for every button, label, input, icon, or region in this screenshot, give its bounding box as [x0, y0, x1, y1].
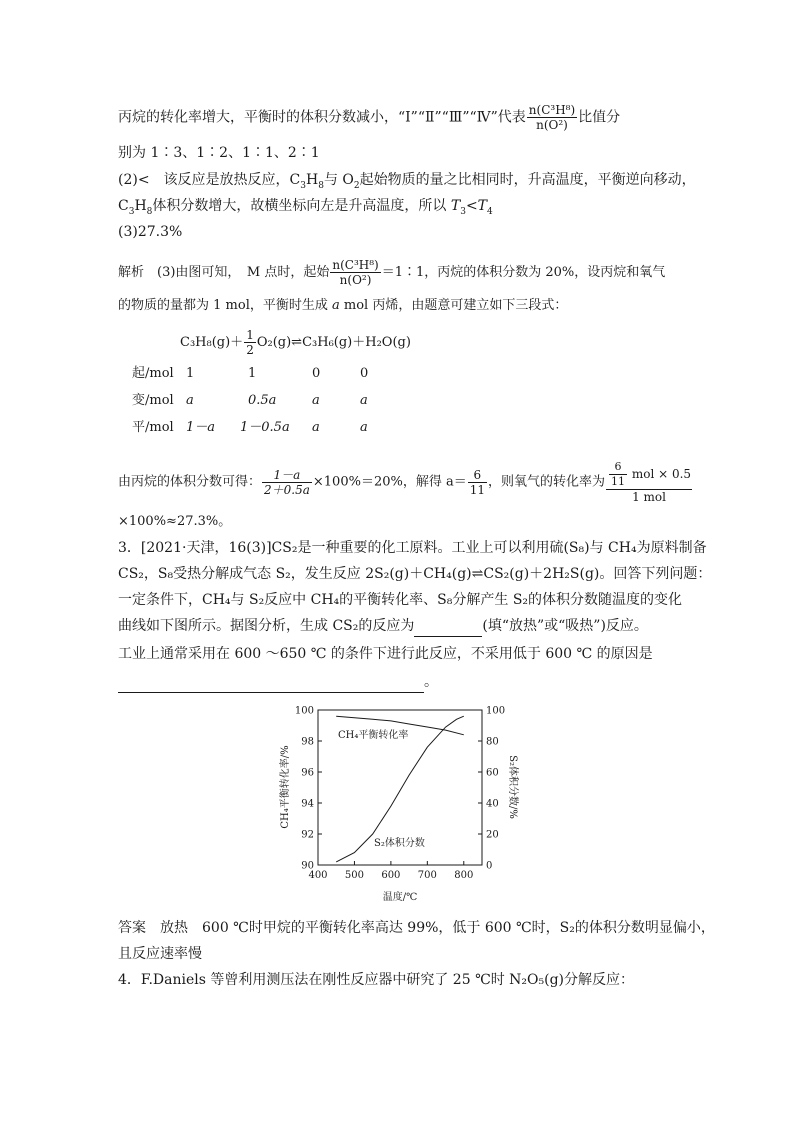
y-left-tick-label: 90: [301, 860, 314, 872]
x-tick-label: 800: [454, 870, 474, 881]
line-p4: $C_3H_8$体积分数增大，故横坐标向左是升高温度，所以 $T_3<T_4$: [118, 198, 493, 217]
reaction-equation: C₃H₈(g)＋ $\frac{1}{2}$ O₂(g)⇌C₃H₆(g)＋H₂O(g): [180, 328, 411, 357]
answer-line-2: 且反应速率慢: [118, 946, 202, 962]
line-p9: ×100%≈27.3%。: [118, 514, 232, 529]
answer-blank-2[interactable]: [118, 672, 424, 693]
table-cell: a: [312, 393, 320, 408]
legend-ch4-series: CH₄平衡转化率: [338, 730, 409, 741]
table-cell: 0.5a: [248, 393, 277, 408]
line-p5: (3)27.3%: [118, 224, 183, 240]
x-tick-label: 500: [344, 870, 364, 881]
line-p2: 别为 1∶3、1∶2、1∶1、2∶1: [118, 145, 320, 161]
legend-s2-series: S₂体积分数: [374, 838, 425, 849]
q4-line-1: 4．F.Daniels 等曾利用测压法在刚性反应器中研究了 25 ℃时 N₂O₅(g)分解反应：: [118, 972, 635, 988]
line-p1: [118, 103, 620, 132]
table-cell: a: [360, 420, 368, 435]
x-axis-label: 温度/℃: [382, 892, 418, 903]
oxygen-conversion-fraction: $\frac{6}{11}$ mol × 0.5 1 mol: [606, 460, 692, 504]
y-axis-right-label: S₂体积分数/%: [507, 755, 518, 819]
y-right-tick-label: 20: [486, 829, 499, 841]
y-left-tick-label: 100: [294, 705, 314, 717]
half-fraction: $\frac{1}{2}$: [246, 328, 254, 357]
line-p7: 的物质的量都为 1 mol，平衡时生成 a mol 丙烯，由题意可建立如下三段式：: [118, 298, 568, 313]
q3-line-5: 工业上通常采用在 600 ～650 ℃ 的条件下进行此反应，不采用低于 600 ℃ 的原因是: [118, 646, 653, 662]
line-p3: (2)< 该反应是放热反应，$C_3H_8$与 $O_2$起始物质的量之比相同时，升高温度，平衡逆向移动，: [118, 172, 696, 191]
answer-line-1: 答案 放热 600 ℃时甲烷的平衡转化率高达 99%，低于 600 ℃时，S₂的体积分数明显偏小，: [118, 920, 715, 936]
answer-blank-1[interactable]: [414, 616, 482, 637]
table-cell: a: [360, 393, 368, 408]
table-cell: 1－a: [186, 420, 216, 435]
temperature-chart: [270, 700, 520, 905]
y-right-tick-label: 60: [486, 767, 499, 779]
table-cell: 0: [312, 366, 321, 381]
table-cell: a: [186, 393, 194, 408]
x-tick-label: 600: [381, 870, 401, 881]
table-cell: 1－0.5a: [240, 420, 290, 435]
q3-line-6: 。: [118, 672, 438, 693]
line-p8: 由丙烷的体积分数可得： $\frac{1-a}{2+0.5a}$ ×100%＝20%，解得 a＝ $\frac{6}{11}$ ，则氧气的转化率为 $\frac{6}{11}$ mol × 0.5 1 mol: [118, 460, 692, 504]
table-row-label: 平/mol: [132, 420, 174, 435]
table-row-label: 变/mol: [132, 393, 174, 408]
y-left-tick-label: 96: [301, 767, 314, 779]
y-right-tick-label: 0: [486, 860, 493, 872]
equilibrium-arrow-icon: ⇌: [291, 335, 303, 350]
y-right-tick-label: 80: [486, 736, 499, 748]
q3-line-4: 曲线如下图所示。据图分析，生成 CS₂的反应为 (填“放热”或“吸热”)反应。: [118, 616, 648, 637]
y-left-tick-label: 94: [301, 798, 314, 810]
y-right-tick-label: 40: [486, 798, 499, 810]
x-tick-label: 400: [308, 870, 328, 881]
q3-line-3: 一定条件下，CH₄与 S₂反应中 CH₄的平衡转化率、S₈分解产生 S₂的体积分数随温度的变化: [118, 592, 683, 608]
q3-line-2: CS₂，S₈受热分解成气态 S₂，发生反应 2S₂(g)＋CH₄(g)⇌CS₂(g)＋2H₂S(g)。回答下列问题：: [118, 566, 712, 582]
x-tick-label: 700: [417, 870, 437, 881]
y-left-tick-label: 98: [301, 736, 314, 748]
p1-tail: 比值分: [578, 109, 621, 126]
q3-line-1: 3．[2021·天津，16(3)]CS₂是一种重要的化工原料。工业上可以利用硫(S₈)与 CH₄为原料制备: [118, 540, 707, 556]
y-left-tick-label: 92: [301, 829, 314, 841]
table-cell: 0: [360, 366, 369, 381]
table-cell: 1: [248, 366, 257, 381]
table-cell: 1: [186, 366, 195, 381]
p1-text: 丙烷的转化率增大，平衡时的体积分数减小，“Ⅰ”“Ⅱ”“Ⅲ”“Ⅳ”代表: [118, 109, 526, 126]
volume-fraction: $\frac{1-a}{2+0.5a}$: [264, 467, 310, 497]
y-right-tick-label: 100: [486, 705, 506, 717]
y-axis-left-label: CH₄平衡转化率/%: [280, 745, 291, 829]
table-cell: a: [312, 420, 320, 435]
line-p6: 解析 (3)由图可知， M 点时，起始 $\frac{\text{n(C³H⁸)}}{\text{n(O²)}}$ ＝1∶1，丙烷的体积分数为 20%，设丙烷和氧气: [118, 258, 666, 287]
ratio-fraction: $\frac{\text{n(C³H⁸)}}{\text{n(O²)}}$: [528, 103, 576, 132]
table-row-label: 起/mol: [132, 366, 174, 381]
start-ratio-fraction: $\frac{\text{n(C³H⁸)}}{\text{n(O²)}}$: [332, 258, 379, 287]
a-value-fraction: $\frac{6}{11}$: [469, 467, 486, 497]
